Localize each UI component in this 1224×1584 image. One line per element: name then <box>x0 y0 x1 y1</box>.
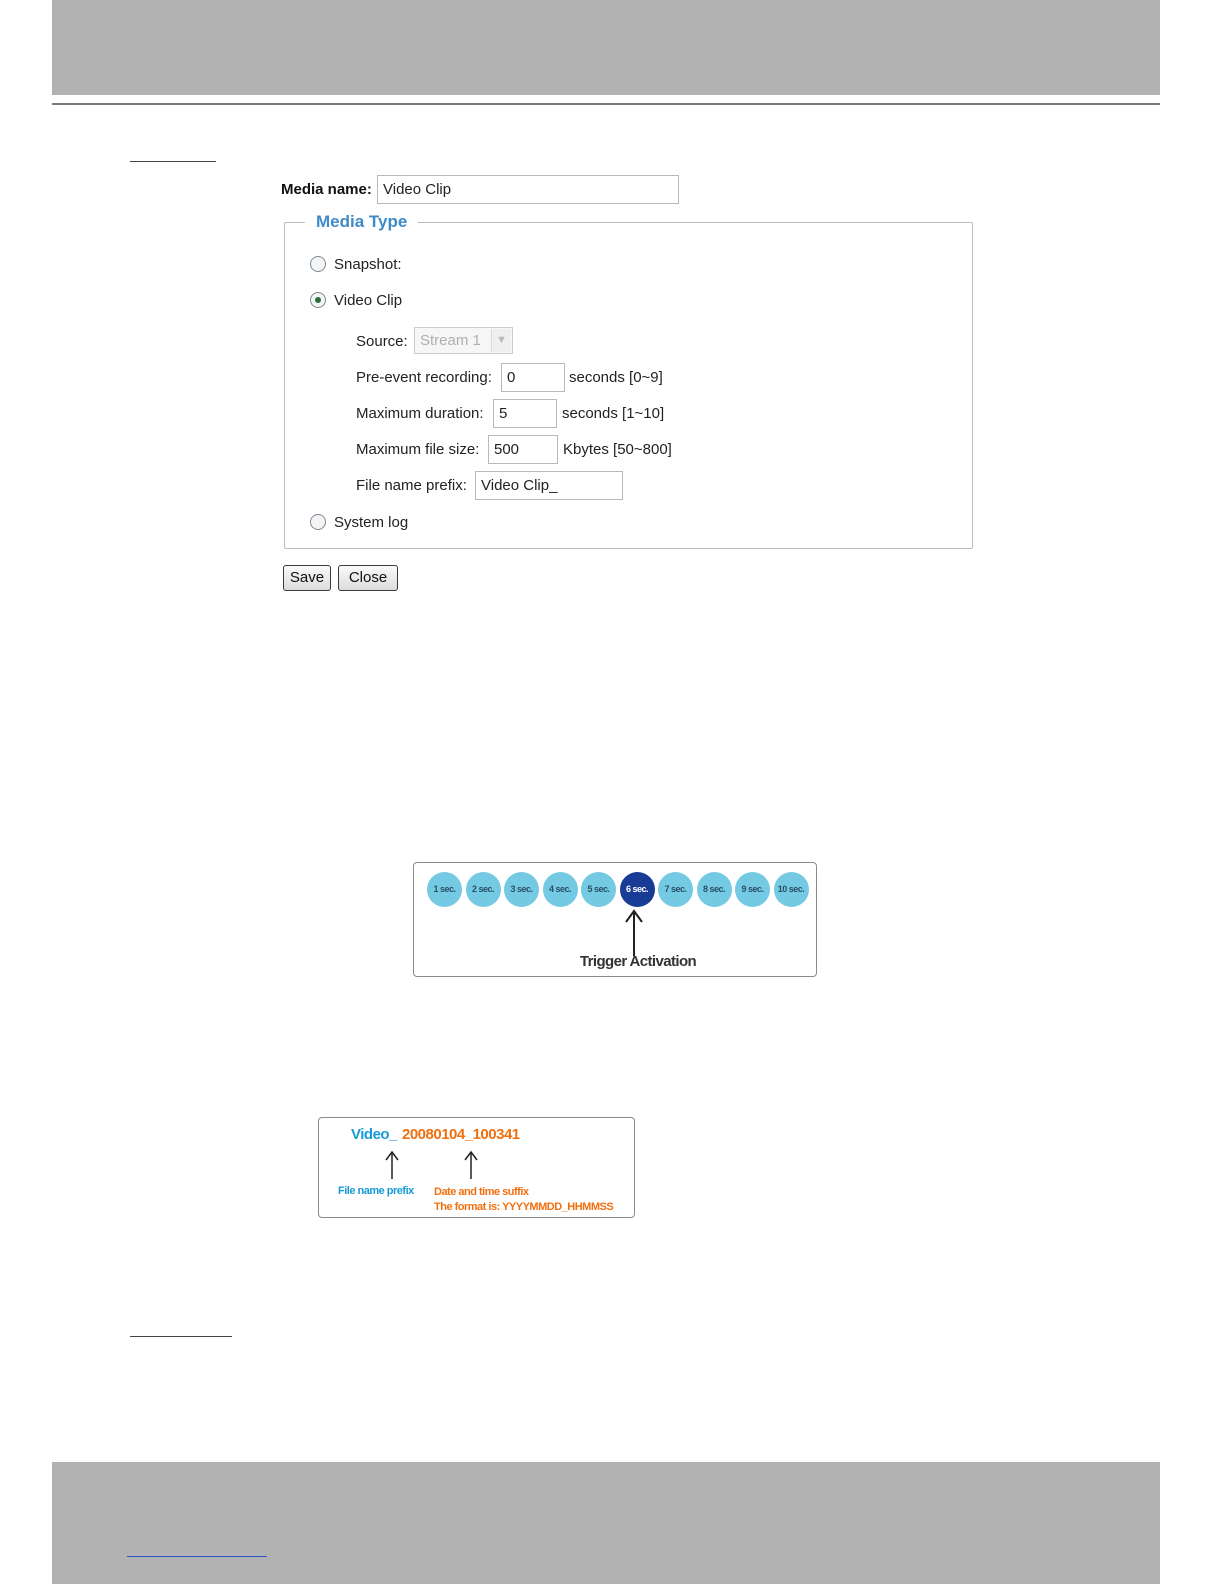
snapshot-label: Snapshot: <box>334 256 402 273</box>
footer-link-underline <box>127 1556 267 1557</box>
second-marker: 4 sec. <box>543 872 578 907</box>
file-name-prefix-sample: Video_ <box>351 1126 397 1143</box>
media-name-label: Media name: <box>281 181 372 198</box>
media-name-input[interactable]: Video Clip <box>377 175 679 204</box>
pre-event-unit: seconds [0~9] <box>569 369 663 386</box>
source-select-value: Stream 1 <box>420 332 481 349</box>
save-button[interactable]: Save <box>283 565 331 591</box>
pre-event-input[interactable]: 0 <box>501 363 565 392</box>
prefix-arrow-icon <box>382 1150 402 1180</box>
second-marker: 2 sec. <box>466 872 501 907</box>
close-button[interactable]: Close <box>338 565 398 591</box>
snapshot-radio[interactable] <box>310 256 326 272</box>
max-file-size-input[interactable]: 500 <box>488 435 558 464</box>
pre-event-label: Pre-event recording: <box>356 369 492 386</box>
file-name-suffix-sample: 20080104_100341 <box>402 1126 520 1143</box>
max-duration-label: Maximum duration: <box>356 405 484 422</box>
section-underline <box>130 1336 232 1337</box>
format-caption: The format is: YYYYMMDD_HHMMSS <box>434 1201 614 1213</box>
file-name-prefix-caption: File name prefix <box>338 1185 414 1197</box>
file-name-prefix-input[interactable]: Video Clip_ <box>475 471 623 500</box>
source-label: Source: <box>356 333 408 350</box>
trigger-arrow-icon <box>620 908 648 958</box>
date-time-suffix-caption: Date and time suffix <box>434 1186 529 1198</box>
system-log-label: System log <box>334 514 409 531</box>
second-marker: 5 sec. <box>581 872 616 907</box>
chevron-down-icon: ▼ <box>491 329 511 352</box>
max-file-size-unit: Kbytes [50~800] <box>563 441 672 458</box>
second-marker: 6 sec. <box>620 872 655 907</box>
radio-selected-dot <box>315 297 321 303</box>
second-marker: 8 sec. <box>697 872 732 907</box>
second-marker: 7 sec. <box>658 872 693 907</box>
page-footer-band <box>52 1462 1160 1584</box>
max-duration-input[interactable]: 5 <box>493 399 557 428</box>
page-header-band <box>52 0 1160 95</box>
source-select[interactable] <box>414 327 513 354</box>
header-divider <box>52 103 1160 105</box>
max-duration-unit: seconds [1~10] <box>562 405 665 422</box>
second-marker: 10 sec. <box>774 872 809 907</box>
suffix-arrow-icon <box>461 1150 481 1180</box>
system-log-radio[interactable] <box>310 514 326 530</box>
second-marker: 9 sec. <box>735 872 770 907</box>
video-clip-label: Video Clip <box>334 292 403 309</box>
section-underline <box>130 161 216 162</box>
max-file-size-label: Maximum file size: <box>356 441 480 458</box>
file-name-prefix-label: File name prefix: <box>356 477 467 494</box>
second-marker: 1 sec. <box>427 872 462 907</box>
second-marker: 3 sec. <box>504 872 539 907</box>
video-clip-radio[interactable] <box>310 292 326 308</box>
media-type-legend: Media Type <box>305 212 418 232</box>
trigger-activation-label: Trigger Activation <box>579 953 697 970</box>
